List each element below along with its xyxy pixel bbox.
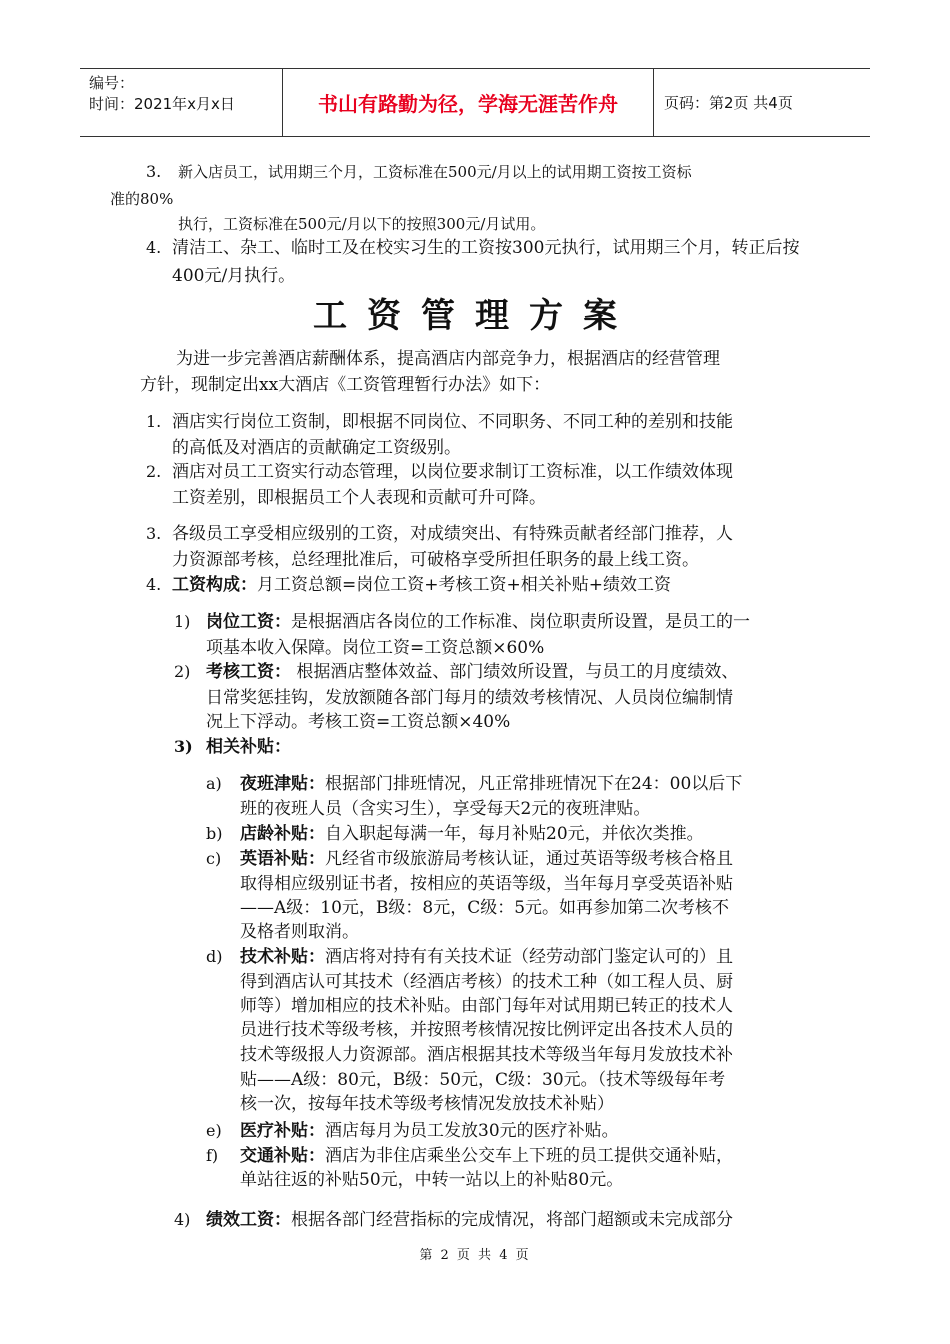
allow-d-line4: 员进行技术等级考核，并按照考核情况按比例评定出各技术人员的	[240, 1020, 733, 1040]
allow-a-line2: 班的夜班人员（含实习生），享受每天2元的夜班津贴。	[240, 799, 651, 819]
sub-3-line	[206, 733, 291, 761]
sub-3-number: 3)	[174, 737, 193, 756]
allow-d-number: d)	[206, 947, 223, 966]
pre-item-4-line1: 清洁工、杂工、临时工及在校实习生的工资按300元执行，试用期三个月，转正后按	[172, 238, 800, 258]
doc-number-label: 编号：	[89, 74, 135, 92]
header-page-info: 页码：第2页 共4页	[664, 94, 793, 112]
item-4-number: 4.	[146, 575, 162, 594]
pre-item-3-line2: 准的80%	[110, 190, 174, 208]
allow-b-number: b)	[206, 824, 223, 843]
allow-c-line4: 及格者则取消。	[240, 922, 359, 942]
allow-d-line5: 技术等级报人力资源部。酒店根据其技术等级当年每月发放技术补	[240, 1045, 733, 1065]
sub-4-heading: 绩效工资：	[206, 1210, 291, 1230]
allow-e-number: e)	[206, 1121, 222, 1140]
allow-c-line2: 取得相应级别证书者，按相应的英语等级，当年每月享受英语补贴	[240, 874, 733, 894]
item-2-line1: 酒店对员工工资实行动态管理，以岗位要求制订工资标准，以工作绩效体现	[172, 462, 733, 482]
allow-b-line1	[240, 820, 704, 848]
page-footer: 第 2 页 共 4 页	[419, 1248, 531, 1263]
sub-2-line2: 日常奖惩挂钩，发放额随各部门每月的绩效考核情况、人员岗位编制情	[206, 688, 733, 708]
item-4-text: 月工资总额=岗位工资+考核工资+相关补贴+绩效工资	[257, 575, 671, 595]
intro-line2: 方针，现制定出xx大酒店《工资管理暂行办法》如下：	[140, 375, 551, 395]
allow-e-heading: 医疗补贴：	[240, 1121, 325, 1141]
allow-d-line2: 得到酒店认可其技术（经酒店考核）的技术工种（如工程人员、厨	[240, 972, 733, 992]
item-1-number: 1.	[146, 412, 162, 431]
intro-line1: 为进一步完善酒店薪酬体系，提高酒店内部竞争力，根据酒店的经营管理	[176, 349, 720, 369]
document-title: 工资管理方案	[313, 296, 637, 336]
allow-a-line1	[240, 770, 742, 798]
allow-d-line1	[240, 943, 733, 971]
allow-f-heading: 交通补贴：	[240, 1146, 325, 1166]
allow-c-text: 凡经省市级旅游局考核认证，通过英语等级考核合格且	[325, 849, 733, 869]
allow-d-line3: 师等）增加相应的技术补贴。由部门每年对试用期已转正的技术人	[240, 996, 733, 1016]
sub-2-line3: 况上下浮动。考核工资=工资总额×40%	[206, 712, 511, 732]
pre-item-4-line2: 400元/月执行。	[172, 266, 296, 286]
allow-b-heading: 店龄补贴：	[240, 824, 325, 844]
allow-e-text: 酒店每月为员工发放30元的医疗补贴。	[325, 1121, 619, 1141]
item-1-line1: 酒店实行岗位工资制，即根据不同岗位、不同职务、不同工种的差别和技能	[172, 412, 733, 432]
item-2-number: 2.	[146, 462, 162, 481]
item-1-line2: 的高低及对酒店的贡献确定工资级别。	[172, 438, 461, 458]
sub-4-line1	[206, 1206, 733, 1234]
sub-2-text: 根据酒店整体效益、部门绩效所设置，与员工的月度绩效、	[291, 662, 739, 682]
allow-f-number: f)	[206, 1146, 219, 1165]
allow-a-text: 根据部门排班情况，凡正常排班情况下在24：00以后下	[325, 774, 743, 794]
allow-c-heading: 英语补贴：	[240, 849, 325, 869]
item-4-line	[172, 571, 671, 599]
sub-1-heading: 岗位工资：	[206, 612, 291, 632]
allow-b-text: 自入职起每满一年，每月补贴20元，并依次类推。	[325, 824, 704, 844]
allow-a-heading: 夜班津贴：	[240, 774, 325, 794]
allow-d-text: 酒店将对持有有关技术证（经劳动部门鉴定认可的）且	[325, 947, 733, 967]
sub-2-number: 2)	[174, 662, 191, 681]
item-3-line2: 力资源部考核，总经理批准后，可破格享受所担任职务的最上线工资。	[172, 550, 699, 570]
page-header	[80, 68, 870, 137]
allow-d-line7: 核一次，按每年技术等级考核情况发放技术补贴）	[240, 1094, 614, 1114]
sub-3-heading: 相关补贴：	[206, 737, 291, 757]
item-4-heading: 工资构成：	[172, 575, 257, 595]
sub-1-text: 是根据酒店各岗位的工作标准、岗位职责所设置，是员工的一	[291, 612, 750, 632]
item-2-line2: 工资差别，即根据员工个人表现和贡献可升可降。	[172, 488, 546, 508]
allow-c-line1	[240, 845, 733, 873]
sub-2-heading: 考核工资：	[206, 662, 291, 682]
header-motto: 书山有路勤为径，学海无涯苦作舟	[282, 69, 654, 136]
allow-d-heading: 技术补贴：	[240, 947, 325, 967]
item-3-number: 3.	[146, 524, 162, 543]
allow-f-line2: 单站往返的补贴50元，中转一站以上的补贴80元。	[240, 1170, 624, 1190]
allow-e-line1	[240, 1117, 619, 1145]
allow-a-number: a)	[206, 774, 222, 793]
sub-1-number: 1)	[174, 612, 191, 631]
sub-1-line2: 项基本收入保障。岗位工资=工资总额×60%	[206, 638, 545, 658]
allow-d-line6: 贴——A级：80元，B级：50元，C级：30元。（技术等级每年考	[240, 1070, 726, 1090]
sub-1-line1	[206, 608, 750, 636]
pre-item-3-line1: 新入店员工，试用期三个月，工资标准在500元/月以上的试用期工资按工资标	[178, 163, 692, 181]
pre-item-4-number: 4.	[146, 238, 162, 257]
sub-4-number: 4)	[174, 1210, 191, 1229]
item-3-line1: 各级员工享受相应级别的工资，对成绩突出、有特殊贡献者经部门推荐，人	[172, 524, 733, 544]
allow-f-text: 酒店为非住店乘坐公交车上下班的员工提供交通补贴，	[325, 1146, 733, 1166]
pre-item-3-line3: 执行，工资标准在500元/月以下的按照300元/月试用。	[178, 215, 546, 233]
sub-2-line1	[206, 658, 738, 686]
header-meta	[80, 69, 282, 136]
pre-item-3-number: 3.	[146, 162, 162, 181]
allow-c-number: c)	[206, 849, 222, 868]
sub-4-text: 根据各部门经营指标的完成情况，将部门超额或未完成部分	[291, 1210, 733, 1230]
doc-date-label: 时间：2021年x月x日	[89, 95, 235, 113]
allow-c-line3: ——A级：10元，B级：8元，C级：5元。如再参加第二次考核不	[240, 898, 730, 918]
